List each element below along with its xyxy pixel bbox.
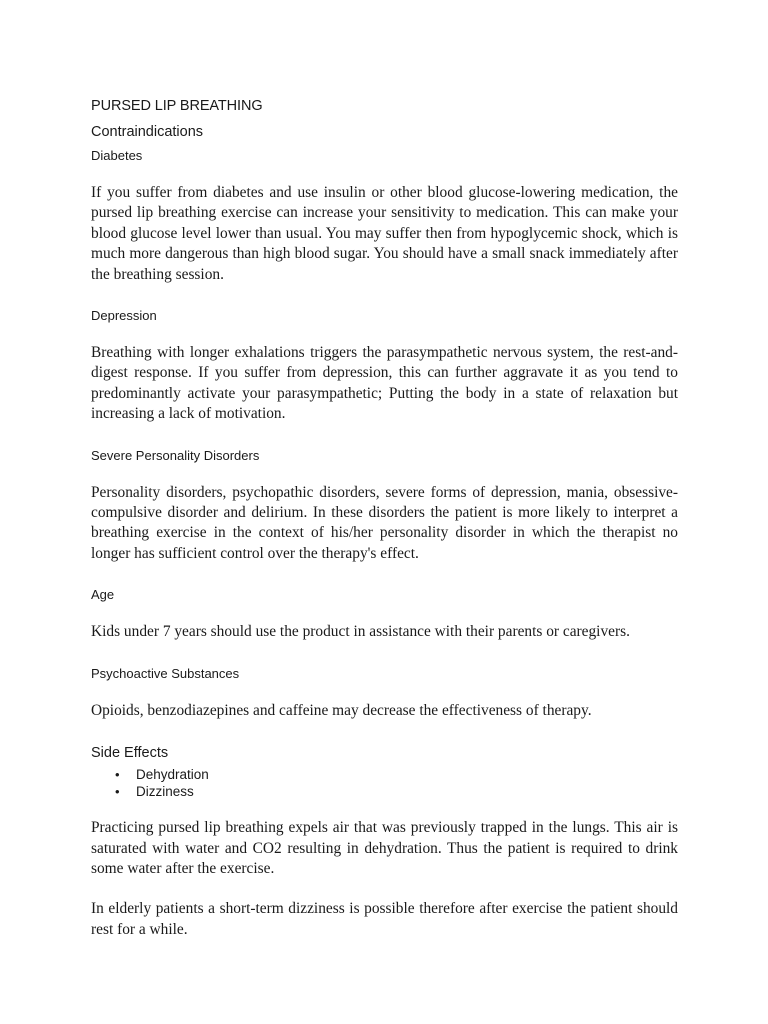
depression-heading: Depression <box>91 308 157 324</box>
list-item-label: Dizziness <box>136 784 194 800</box>
depression-paragraph: Breathing with longer exhalations triggers the parasympathetic nervous system, the rest-and-digest response. If you suffer from depression, this can further aggravate it as you tend to predominantly activate your parasympathetic; Putting the body in a state of relaxation but increasing a lack of motivation. <box>91 344 678 423</box>
contraindications-heading: Contraindications <box>91 124 204 140</box>
personality-disorders-paragraph: Personality disorders, psychopathic disorders, severe forms of depression, mania, obsessive-compulsive disorder and delirium. In these disorders the patient is more likely to interpret a breathing exercise in the context of his/her personality disorder in which the therapist no longer has sufficient control over the therapy's effect. <box>91 483 678 562</box>
list-item <box>91 783 678 800</box>
side-effects-paragraph-dehydration: Practicing pursed lip breathing expels air that was previously trapped in the lungs. This air is saturated with water and CO2 resulting in dehydration. Thus the patient is required to drink some water after the exercise. <box>91 819 678 877</box>
side-effects-paragraph-dizziness: In elderly patients a short-term dizziness is possible therefore after exercise the patient should rest for a while. <box>91 900 678 938</box>
personality-disorders-heading: Severe Personality Disorders <box>91 447 260 463</box>
list-item-label: Dehydration <box>136 767 209 783</box>
age-paragraph: Kids under 7 years should use the product in assistance with their parents or caregivers. <box>91 623 630 641</box>
bullet-icon: • <box>115 767 120 783</box>
diabetes-paragraph: If you suffer from diabetes and use insulin or other blood glucose-lowering medication, the pursed lip breathing exercise can increase your sensitivity to medication. This can make your blood glucose level lower than usual. You may suffer then from hypoglycemic shock, which is much more dangerous than high blood sugar. You should have a small snack immediately after the breathing session. <box>91 184 678 283</box>
document-page <box>91 96 678 940</box>
diabetes-heading: Diabetes <box>91 148 143 163</box>
list-item <box>91 766 678 783</box>
side-effects-list <box>91 766 678 800</box>
psychoactive-substances-heading: Psychoactive Substances <box>91 665 240 681</box>
age-heading: Age <box>91 587 115 603</box>
bullet-icon: • <box>115 784 120 800</box>
psychoactive-substances-paragraph: Opioids, benzodiazepines and caffeine may decrease the effectiveness of therapy. <box>91 701 592 719</box>
document-title: PURSED LIP BREATHING <box>91 98 263 114</box>
side-effects-heading: Side Effects <box>91 745 169 762</box>
